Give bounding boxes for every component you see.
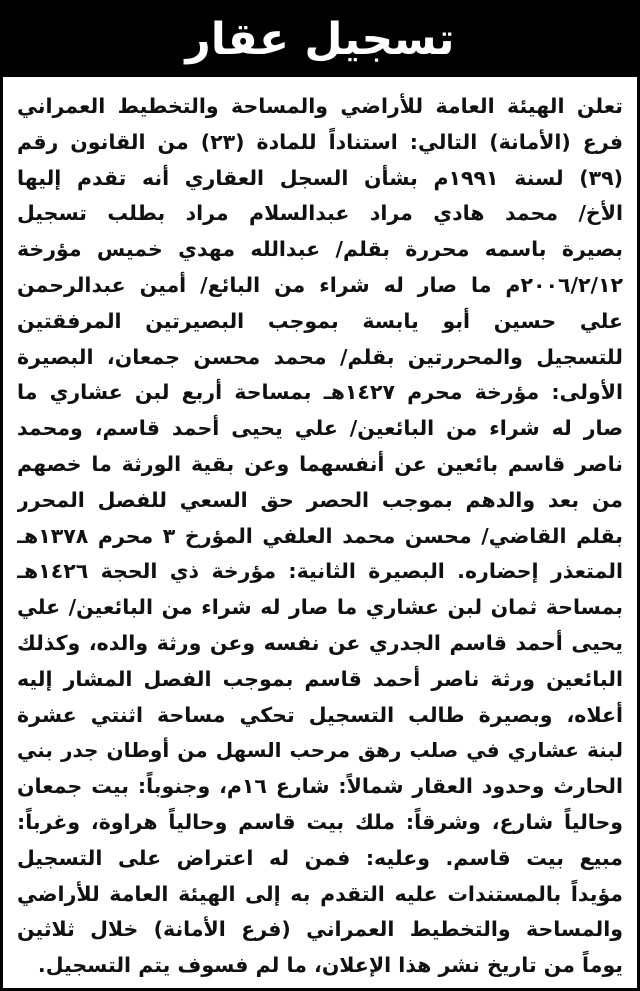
notice-line: يحيى أحمد قاسم الجدري عن نفسه وعن ورثة والده، وكذلك [17, 630, 623, 655]
notice-line: مبيع بيت قاسم. وعليه: فمن له اعتراض على التسجيل [17, 845, 623, 870]
notice-line: الأخ/ محمد هادي مراد عبدالسلام مراد بطلب تسجيل [17, 201, 623, 226]
notice-line: يوماً من تاريخ نشر هذا الإعلان، ما لم فسوف يتم التسجيل. [37, 953, 623, 978]
notice-header [3, 3, 637, 77]
notice-line: لبنة عشاري في صلب رهق مرحب السهل من أوطان جدر بني [17, 738, 623, 763]
notice-line: البائعين ورثة ناصر أحمد قاسم بموجب الفصل المشار إليه [17, 666, 623, 691]
notice-title: تسجيل عقار [185, 14, 455, 65]
notice-line: فرع (الأمانة) التالي: استناداً للمادة (٢٣) من القانون رقم [17, 129, 623, 154]
notice-line: المتعذر إحضاره. البصيرة الثانية: مؤرخة ذي الحجة ١٤٢٦هـ [17, 559, 623, 584]
notice-line: بقلم القاضي/ محسن محمد العلفي المؤرخ ٣ محرم ١٣٧٨هـ [17, 523, 623, 548]
notice-line: الحارث وحدود العقار شمالاً: شارع ١٦م، وجنوباً: بيت جمعان [17, 774, 623, 799]
notice-line: ناصر قاسم بائعين عن أنفسهما وعن بقية الورثة ما خصهم [17, 451, 623, 476]
notice-line: للتسجيل والمحررتين بقلم/ محمد محسن جمعان، البصيرة [17, 344, 623, 369]
notice-line: (٣٩) لسنة ١٩٩١م بشأن السجل العقاري أنه تقدم إليها [17, 165, 623, 190]
notice-line: تعلن الهيئة العامة للأراضي والمساحة والتخطيط العمراني [17, 94, 623, 118]
notice-line: وحالياً شارع، وشرقاً: ملك بيت قاسم وحالياً هراوة، وغرباً: [17, 809, 623, 834]
notice-line: بصيرة باسمه محررة بقلم/ عبدالله مهدي خميس مؤرخة [17, 237, 623, 262]
notice-line: أعلاه، وبصيرة طالب التسجيل تحكي مساحة اثنتي عشرة [17, 702, 623, 727]
notice-line: بمساحة ثمان لبن عشاري ما صار له شراء من البائعين/ علي [17, 595, 623, 620]
notice-line: الأولى: مؤرخة محرم ١٤٢٧هـ بمساحة أربع لبن عشاري ما [17, 380, 623, 405]
notice-line: والمساحة والتخطيط العمراني (فرع الأمانة) خلال ثلاثين [17, 917, 623, 942]
notice-body [17, 89, 623, 984]
notice-line: صار له شراء من البائعين/ علي يحيى أحمد قاسم، ومحمد [17, 416, 623, 441]
notice-line: علي حسين أبو يابسة بموجب البصيرتين المرفقتين [17, 308, 623, 333]
notice-line: ٢٠٠٦/٢/١٢م ما صار له شراء من البائع/ أمين عبدالرحمن [17, 272, 623, 297]
notice-line: مؤيداً بالمستندات عليه التقدم به إلى الهيئة العامة للأراضي [17, 881, 623, 906]
notice-line: من بعد والدهم بموجب الحصر حق السعي للفصل المحرر [17, 487, 623, 512]
